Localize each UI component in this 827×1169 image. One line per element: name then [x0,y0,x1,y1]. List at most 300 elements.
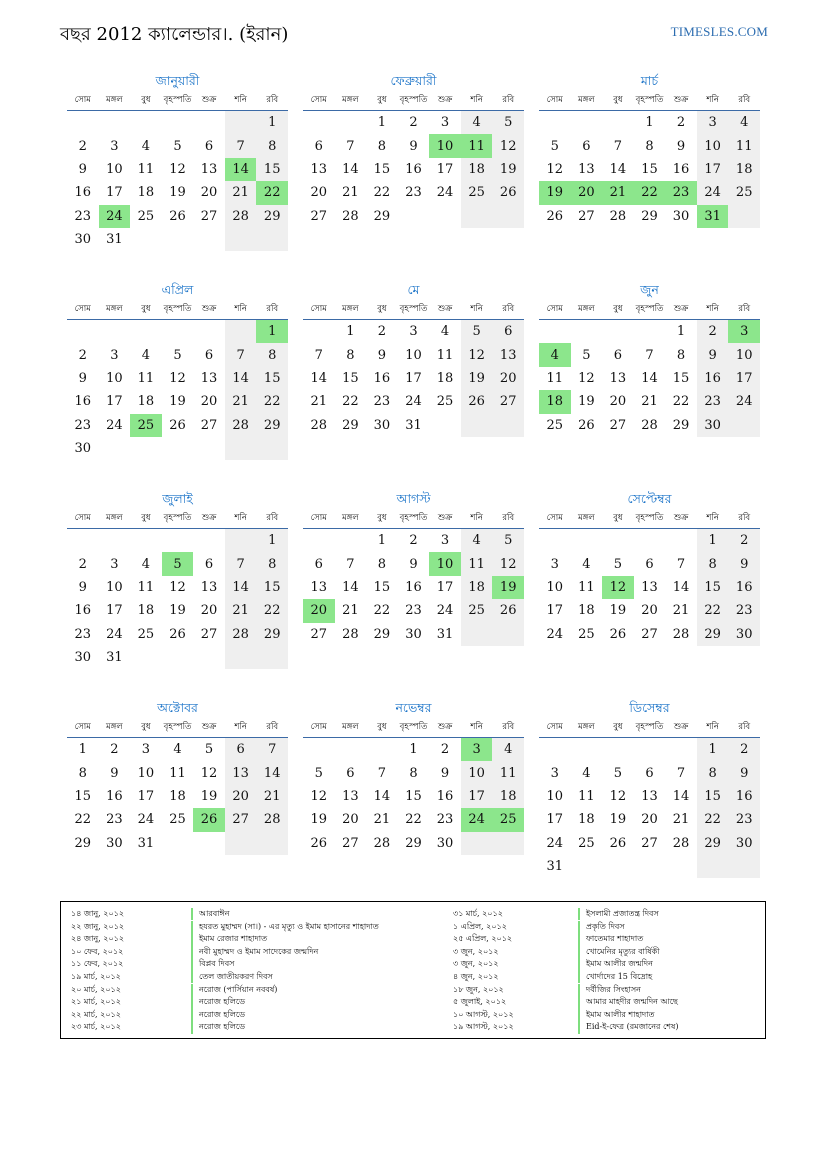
day-cell: 5 [613,556,623,572]
month-calendar [539,699,760,878]
empty-day-cell [67,111,99,134]
empty-day-cell [539,111,571,134]
empty-day-cell [225,832,257,855]
day-cell: 3 [550,556,559,572]
day-cell: 8 [697,761,729,784]
day-cell: 22 [256,599,288,622]
day-cell: 28 [373,835,391,851]
day-cell: 27 [641,626,658,642]
empty-day-cell [728,205,760,228]
day-cell: 17 [697,158,729,181]
day-cell: 26 [609,835,627,851]
holiday-name: আরবাঈন [191,908,449,920]
month-calendar [539,490,760,646]
weekday-label: মঙ্গল [106,95,123,105]
weekday-label: বৃহস্পতি [163,95,192,105]
day-cell: 25 [137,208,155,224]
weekday-label: সোম [546,304,563,314]
day-cell: 16 [74,394,92,410]
month-title: নভেম্বর [395,700,432,715]
day-cell: 3 [697,111,729,134]
day-cell: 30 [697,414,729,437]
day-cell: 31 [137,835,155,851]
day-cell: 29 [641,208,658,224]
holiday-name: তেল জাতীয়করণ দিবস [191,971,449,983]
day-cell: 20 [641,603,658,619]
day-cell: 9 [728,761,760,784]
empty-day-cell [461,414,493,437]
day-cell: 21 [310,394,328,410]
day-cell: 9 [377,347,387,363]
day-cell: 30 [405,626,422,642]
month-calendar [67,490,288,669]
day-cell: 16 [436,788,454,804]
empty-day-cell [303,738,335,761]
empty-day-cell [225,111,257,134]
empty-day-cell [429,205,461,228]
weekday-label: রবি [738,513,751,523]
day-cell: 12 [200,765,218,781]
holiday-date: ৫ জুলাই, ২০১২ [453,997,507,1007]
day-grid [539,529,760,646]
day-cell: 1 [676,324,686,340]
day-cell: 6 [314,138,323,154]
day-cell: 19 [169,603,186,619]
day-cell: 26 [310,835,328,851]
empty-day-cell [162,111,194,134]
day-cell: 28 [310,417,328,433]
weekday-label: সোম [74,95,91,105]
day-cell: 4 [173,742,182,758]
day-cell: 11 [137,370,155,386]
weekday-header [539,90,760,111]
day-cell: 6 [582,138,591,154]
holiday-date: ১১ ফেব, ২০১২ [71,959,124,969]
day-cell: 9 [110,765,119,781]
day-cell: 19 [609,603,627,619]
day-cell: 8 [377,556,387,572]
weekday-label: রবি [502,95,515,105]
day-cell: 2 [676,115,686,131]
day-cell: 7 [377,765,387,781]
empty-day-cell [67,529,99,552]
day-cell: 15 [373,579,391,595]
weekday-label: মঙ্গল [578,304,595,314]
day-cell: 27 [641,835,658,851]
day-cell: 23 [697,390,729,413]
holiday-date: ১৯ আগস্ট, ২০১২ [453,1022,514,1032]
day-cell: 15 [697,576,729,599]
day-cell: 16 [697,367,729,390]
day-cell: 17 [405,370,422,386]
day-cell: 8 [256,343,288,366]
weekday-label: রবি [738,304,751,314]
weekday-label: বুধ [613,513,623,523]
day-cell: 28 [672,835,690,851]
day-cell: 10 [405,347,422,363]
day-cell: 31 [405,417,422,433]
day-cell: 5 [314,765,323,781]
empty-day-cell [335,738,367,761]
day-cell: 18 [436,370,454,386]
day-cell: 8 [256,552,288,575]
holiday-name: প্রকৃতি দিবস [578,921,827,933]
empty-day-cell [193,832,225,855]
weekday-label: শনি [470,95,483,105]
empty-day-cell [634,855,666,878]
weekday-header [303,717,524,738]
day-cell: 2 [377,324,387,340]
holiday-name: ইসলামী প্রজাতন্ত্র দিবস [578,908,827,920]
day-cell: 19 [169,185,186,201]
month-title: অক্টোবর [157,700,198,715]
empty-day-cell [130,437,162,460]
weekday-label: বৃহস্পতি [163,722,192,732]
site-brand[interactable]: TIMESLES.COM [670,24,768,39]
day-cell: 16 [106,788,123,804]
day-cell: 14 [342,161,359,177]
empty-day-cell [571,320,603,343]
day-cell: 21 [641,394,658,410]
weekday-label: মঙ্গল [578,95,595,105]
day-cell: 29 [256,205,288,228]
day-cell: 13 [342,788,359,804]
weekday-label: সোম [310,304,327,314]
day-cell: 15 [256,576,288,599]
day-cell: 22 [342,394,359,410]
empty-day-cell [492,832,524,855]
weekday-label: শনি [470,722,483,732]
day-cell: 31 [436,626,454,642]
day-cell: 24 [436,603,454,619]
empty-day-cell [571,738,603,761]
day-cell: 1 [346,324,355,340]
day-cell: 27 [609,417,627,433]
day-cell: 12 [492,134,524,157]
day-cell: 13 [641,788,658,804]
empty-day-cell [162,646,194,669]
day-cell: 3 [110,556,119,572]
empty-day-cell [539,529,571,552]
day-cell: 23 [373,394,391,410]
day-cell: 17 [546,812,564,828]
holiday-date: ২৫ এপ্রিল, ২০১২ [453,934,513,944]
day-cell: 11 [436,347,454,363]
day-cell: 29 [697,832,729,855]
day-cell: 24 [405,394,422,410]
day-cell: 5 [613,765,623,781]
day-cell: 12 [169,579,186,595]
weekday-label: বুধ [141,513,151,523]
empty-day-cell [162,228,194,251]
day-cell: 4 [461,529,493,552]
day-cell: 12 [492,552,524,575]
weekday-label: রবি [738,95,751,105]
day-cell: 24 [106,626,123,642]
empty-day-cell [130,228,162,251]
day-cell: 7 [225,343,257,366]
day-cell: 24 [106,417,123,433]
holiday-date: ১ এপ্রিল, ২০১২ [453,921,507,931]
day-cell: 6 [204,138,214,154]
day-cell: 17 [461,785,493,808]
month-calendar [67,281,288,460]
day-cell: 30 [74,441,92,457]
holiday-name: বিপ্লব দিবস [191,958,449,970]
month-title: মার্চ [640,73,659,88]
holiday-day-cell: 20 [303,599,335,622]
holiday-name: আমার মাহদীর জন্মদিন আছে [578,996,827,1008]
day-cell: 23 [728,599,760,622]
day-cell: 8 [697,552,729,575]
day-cell: 13 [609,370,627,386]
day-cell: 31 [106,232,123,248]
weekday-label: শুক্র [673,95,689,105]
day-cell: 8 [409,765,418,781]
day-cell: 28 [641,417,658,433]
day-cell: 18 [137,185,155,201]
day-cell: 15 [342,370,359,386]
empty-day-cell [225,529,257,552]
day-cell: 15 [373,161,391,177]
day-cell: 29 [74,835,92,851]
holiday-day-cell: 22 [256,181,288,204]
day-cell: 25 [728,181,760,204]
day-cell: 17 [106,603,123,619]
day-cell: 8 [78,765,87,781]
day-cell: 6 [492,320,524,343]
weekday-label: শনি [234,304,247,314]
day-cell: 14 [373,788,391,804]
holiday-day-cell: 18 [539,390,571,413]
day-cell: 19 [609,812,627,828]
holiday-day-cell: 10 [429,134,461,157]
holiday-list [60,901,766,1039]
empty-day-cell [162,437,194,460]
day-cell: 25 [578,835,595,851]
day-cell: 3 [110,347,119,363]
holiday-day-cell: 1 [256,320,288,343]
empty-day-cell [256,228,288,251]
day-cell: 11 [137,161,155,177]
day-cell: 22 [373,185,391,201]
day-cell: 17 [546,603,564,619]
weekday-label: শুক্র [673,513,689,523]
day-cell: 30 [728,832,760,855]
weekday-label: মঙ্গল [342,95,359,105]
day-cell: 1 [78,742,87,758]
empty-day-cell [539,738,571,761]
day-cell: 10 [106,579,123,595]
day-cell: 15 [74,788,92,804]
day-cell: 5 [492,529,524,552]
day-cell: 7 [645,347,654,363]
day-cell: 27 [310,626,328,642]
month-calendar [539,72,760,228]
day-cell: 22 [256,390,288,413]
day-cell: 2 [78,347,87,363]
day-cell: 11 [546,370,564,386]
day-cell: 30 [373,417,391,433]
day-grid [303,320,524,437]
day-cell: 10 [728,343,760,366]
holiday-day-cell: 23 [665,181,697,204]
day-cell: 23 [74,626,92,642]
month-title: মে [407,282,420,297]
day-cell: 16 [373,370,391,386]
empty-day-cell [665,855,697,878]
day-cell: 18 [461,576,493,599]
holiday-name: খোর্দাদের 15 বিদ্রোহ [578,971,827,983]
day-cell: 29 [405,835,422,851]
weekday-label: শুক্র [201,95,217,105]
day-cell: 16 [405,161,422,177]
day-cell: 20 [641,812,658,828]
empty-day-cell [130,111,162,134]
day-cell: 11 [461,552,493,575]
day-cell: 16 [728,785,760,808]
day-cell: 2 [409,533,418,549]
day-cell: 21 [342,185,359,201]
day-cell: 12 [169,370,186,386]
day-cell: 28 [342,208,359,224]
day-cell: 7 [314,347,323,363]
day-grid [303,111,524,228]
day-cell: 22 [672,394,690,410]
day-cell: 26 [169,417,186,433]
day-cell: 25 [578,626,595,642]
day-cell: 3 [110,138,119,154]
day-cell: 14 [310,370,328,386]
weekday-label: বৃহস্পতি [399,722,428,732]
day-cell: 15 [256,367,288,390]
day-cell: 4 [141,138,151,154]
day-cell: 17 [436,161,454,177]
day-cell: 29 [672,417,690,433]
day-cell: 28 [256,808,288,831]
weekday-label: শনি [706,513,719,523]
weekday-label: রবি [266,95,279,105]
holiday-day-cell: 24 [461,808,493,831]
day-cell: 2 [440,742,450,758]
day-cell: 3 [550,765,559,781]
empty-day-cell [571,855,603,878]
day-cell: 4 [461,111,493,134]
day-cell: 20 [200,394,218,410]
weekday-header [67,299,288,320]
day-cell: 28 [342,626,359,642]
weekday-label: বুধ [377,513,387,523]
day-cell: 23 [436,812,454,828]
weekday-label: শনি [470,304,483,314]
holiday-name: নরোজ হলিডে [191,996,449,1008]
day-cell: 6 [225,738,257,761]
weekday-label: বুধ [141,304,151,314]
day-cell: 14 [256,761,288,784]
day-cell: 23 [106,812,123,828]
holiday-date: ২৪ জানু, ২০১২ [71,934,125,944]
day-cell: 21 [225,599,257,622]
month-title: জুন [640,282,659,297]
day-cell: 24 [697,181,729,204]
empty-day-cell [193,111,225,134]
day-cell: 6 [346,765,355,781]
day-cell: 10 [137,765,155,781]
day-cell: 15 [256,158,288,181]
day-cell: 6 [645,556,654,572]
day-cell: 17 [728,367,760,390]
day-cell: 10 [106,161,123,177]
day-cell: 27 [200,208,218,224]
weekday-label: বৃহস্পতি [635,722,664,732]
weekday-label: বৃহস্পতি [635,513,664,523]
empty-day-cell [130,646,162,669]
day-cell: 25 [461,181,493,204]
day-cell: 1 [377,533,387,549]
day-cell: 6 [645,765,654,781]
day-cell: 1 [409,742,418,758]
weekday-label: সোম [310,722,327,732]
day-cell: 20 [200,603,218,619]
weekday-label: মঙ্গল [342,722,359,732]
day-cell: 10 [106,370,123,386]
weekday-label: রবি [266,304,279,314]
weekday-label: মঙ্গল [106,513,123,523]
day-cell: 15 [672,370,690,386]
day-cell: 30 [728,623,760,646]
holiday-date: ২০ মার্চ, ২০১২ [71,984,121,994]
weekday-label: সোম [74,304,91,314]
day-cell: 1 [256,529,288,552]
holiday-name: Eid-ই-ফেত্র (রমজানের শেষ) [578,1021,827,1033]
day-cell: 4 [440,324,450,340]
day-cell: 16 [74,185,92,201]
day-cell: 15 [641,161,658,177]
day-cell: 16 [405,579,422,595]
day-cell: 2 [697,320,729,343]
day-grid [539,320,760,437]
weekday-header [303,90,524,111]
day-cell: 1 [377,115,387,131]
day-cell: 26 [169,208,186,224]
day-cell: 9 [440,765,450,781]
day-cell: 7 [613,138,623,154]
month-calendar [303,72,524,228]
weekday-label: মঙ্গল [578,513,595,523]
day-cell: 6 [204,347,214,363]
day-cell: 8 [645,138,654,154]
day-cell: 3 [440,533,450,549]
day-cell: 19 [492,158,524,181]
holiday-name: ফাতেমার শাহাদাত [578,933,827,945]
empty-day-cell [162,320,194,343]
day-cell: 25 [436,394,454,410]
day-cell: 19 [200,788,218,804]
day-cell: 27 [492,390,524,413]
empty-day-cell [99,437,131,460]
day-cell: 7 [346,138,355,154]
day-cell: 9 [728,552,760,575]
holiday-name: হযরত মুহাম্মদ (সা।) - এর মৃত্যু ও ইমাম হাসানের শাহাদাত [191,921,449,933]
month-calendar [67,72,288,251]
holiday-day-cell: 24 [99,205,131,228]
day-cell: 24 [546,835,564,851]
month-title: জানুয়ারী [155,73,200,88]
day-cell: 28 [225,205,257,228]
holiday-day-cell: 10 [429,552,461,575]
day-grid [539,111,760,228]
empty-day-cell [99,320,131,343]
